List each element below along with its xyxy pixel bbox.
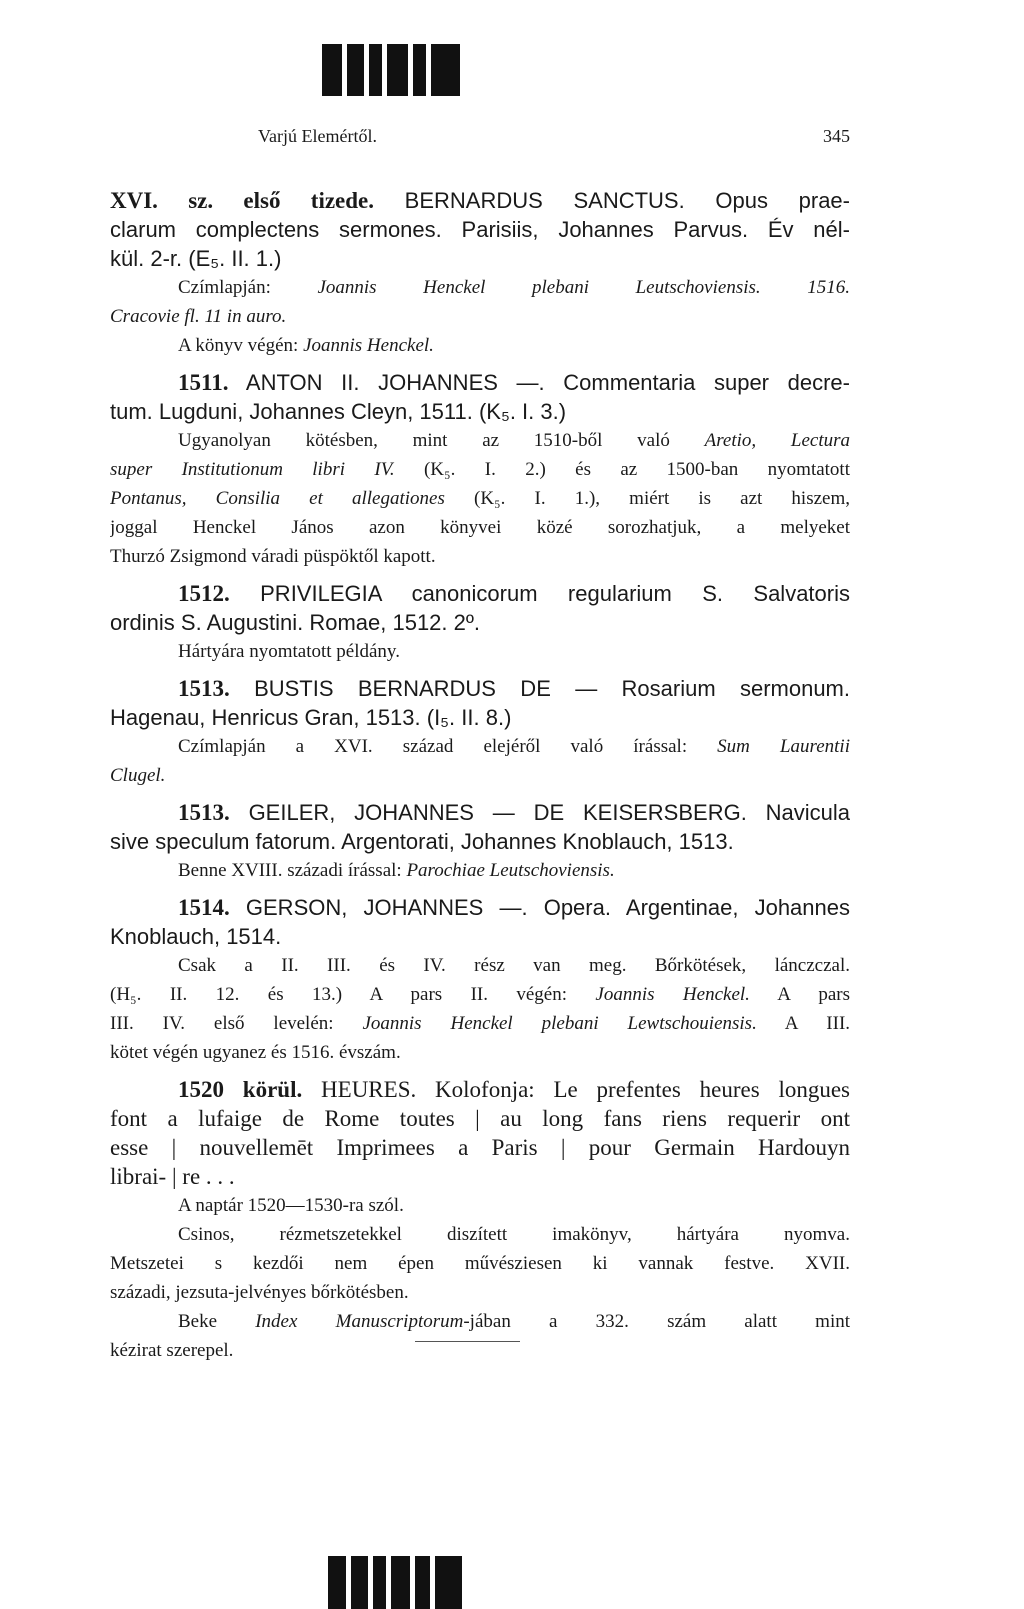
note-line [110,1009,850,1038]
note-line: századi, jezsuta-jelvényes bőrkötésben. [110,1282,409,1303]
entry-1514 [110,893,850,1067]
note-line: kötet végén ugyanez és 1516. évszám. [110,1042,401,1063]
note-italic: Joannis Henckel plebani Leutschoviensis. 1516. [317,277,850,298]
note-text: Czímlapján: [178,277,318,298]
note-line [110,980,850,1009]
note-line: Csinos, rézmetszetekkel diszített imakönyv, hártyára nyomva. [178,1224,850,1245]
entry-line: tum. Lugduni, Johannes Cleyn, 1511. (K₅. I. 3.) [110,399,567,424]
note-line [110,331,850,360]
note-italic: Pontanus, Consilia et allegationes [110,488,445,509]
entry-1511 [110,368,850,571]
note-text: Beke [178,1311,256,1332]
binding-mark-bottom [328,1556,462,1609]
entry-1513-geiler [110,798,850,885]
note-italic: Index [255,1311,298,1332]
entry-date: 1514. [178,895,230,920]
note-italic: super Institutionum libri IV. [110,459,395,480]
note-line: Metszetei s kezdői nem épen művésziesen ki vannak festve. XVII. [110,1253,850,1274]
note-line: A naptár 1520—1530-ra szól. [178,1195,404,1216]
note-text: (H₅. II. 12. és 13.) A pars II. végén: [110,984,596,1005]
entry-date: 1513. [178,676,230,701]
note-italic: Joannis Henckel. [595,984,750,1005]
entry-heading-line [110,368,850,397]
note-line [110,426,850,455]
note-text: Benne XVIII. századi írással: [178,860,407,881]
note-text: (K₅. I. 2.) és az 1500-ban nyomtatott [394,459,850,480]
entry-line: sive speculum fatorum. Argentorati, Johannes Knoblauch, 1513. [110,829,734,854]
entry-heading-line [110,798,850,827]
entry-line: kül. 2-r. (E₅. II. 1.) [110,246,282,271]
entry-title: HEURES. Kolofonja: Le prefentes heures longues [302,1077,850,1102]
entry-title: GERSON, JOHANNES —. Opera. Argentinae, Johannes [229,895,850,920]
entry-line: librai- | re . . . [110,1164,235,1189]
end-rule [415,1341,520,1342]
note-italic: Manuscriptorum [335,1311,464,1332]
note-line: kézirat szerepel. [110,1340,234,1361]
entry-title: PRIVILEGIA canonicorum regularium S. Salvatoris [229,581,850,606]
entry-line: font a lufaige de Rome toutes | au long fans riens requerir ont [110,1106,850,1131]
note-text: -jában a 332. szám alatt mint [463,1311,850,1332]
entry-title: GEILER, JOHANNES — DE KEISERSBERG. Navicula [229,800,850,825]
entry-heading-line [110,186,850,215]
note-italic: Sum Laurentii [717,736,850,757]
note-line [110,1307,850,1336]
entry-date: 1513. [178,800,230,825]
entry-title: BUSTIS BERNARDUS DE — Rosarium sermonum. [229,676,850,701]
entry-date: 1511. [178,370,229,395]
note-italic: Joannis Henckel. [303,335,434,356]
entry-line: clarum complectens sermones. Parisiis, Johannes Parvus. Év nél- [110,217,850,242]
entry-heading-line [110,1075,850,1104]
page-number: 345 [823,126,850,146]
note-line: Cracovie fl. 11 in auro. [110,306,287,327]
running-title: Varjú Elemértől. [258,126,377,146]
note-line: Thurzó Zsigmond váradi püspöktől kapott. [110,546,436,567]
page-body [110,186,850,1373]
note-line [110,484,850,513]
binding-mark-top [322,44,460,96]
entry-date: XVI. sz. első tizede. [110,188,375,213]
note-italic: Parochiae Leutschoviensis. [406,860,615,881]
page-header [110,126,910,156]
note-italic: Aretio, Lectura [704,430,850,451]
note-line [110,856,850,885]
entry-title: ANTON II. JOHANNES —. Commentaria super decre- [228,370,850,395]
entry-xvi [110,186,850,360]
entry-line: Hagenau, Henricus Gran, 1513. (I₅. II. 8.) [110,705,512,730]
entry-line: ordinis S. Augustini. Romae, 1512. 2º. [110,610,481,635]
note-line: Hártyára nyomtatott példány. [178,641,400,662]
note-line [110,732,850,761]
note-italic: Joannis Henckel plebani Lewtschouiensis. [362,1013,757,1034]
note-text: (K₅. I. 1.), miért is azt hiszem, [444,488,850,509]
note-text: A pars [749,984,850,1005]
note-line [110,455,850,484]
note-text: III. IV. első levelén: [110,1013,363,1034]
note-text: Czímlapján a XVI. század elejéről való írással: [178,736,718,757]
note-line [110,273,850,302]
entry-line: Knoblauch, 1514. [110,924,282,949]
entry-1520 [110,1075,850,1365]
note-text: A könyv végén: [178,335,304,356]
entry-1513-bustis [110,674,850,790]
note-line: Csak a II. III. és IV. rész van meg. Bőrkötések, lánczczal. [178,955,850,976]
entry-heading-line [110,579,850,608]
note-line: joggal Henckel János azon könyvei közé sorozhatjuk, a melyeket [110,517,850,538]
note-text [297,1311,335,1332]
note-text: Ugyanolyan kötésben, mint az 1510-ből való [178,430,705,451]
entry-date: 1512. [178,581,230,606]
entry-1512 [110,579,850,666]
entry-heading-line [110,893,850,922]
entry-date: 1520 körül. [178,1077,303,1102]
note-line: Clugel. [110,765,166,786]
entry-line: esse | nouvellemēt Imprimees a Paris | pour Germain Hardouyn [110,1135,850,1160]
entry-title: BERNARDUS SANCTUS. Opus prae- [374,188,850,213]
note-text: A III. [756,1013,850,1034]
entry-heading-line [110,674,850,703]
